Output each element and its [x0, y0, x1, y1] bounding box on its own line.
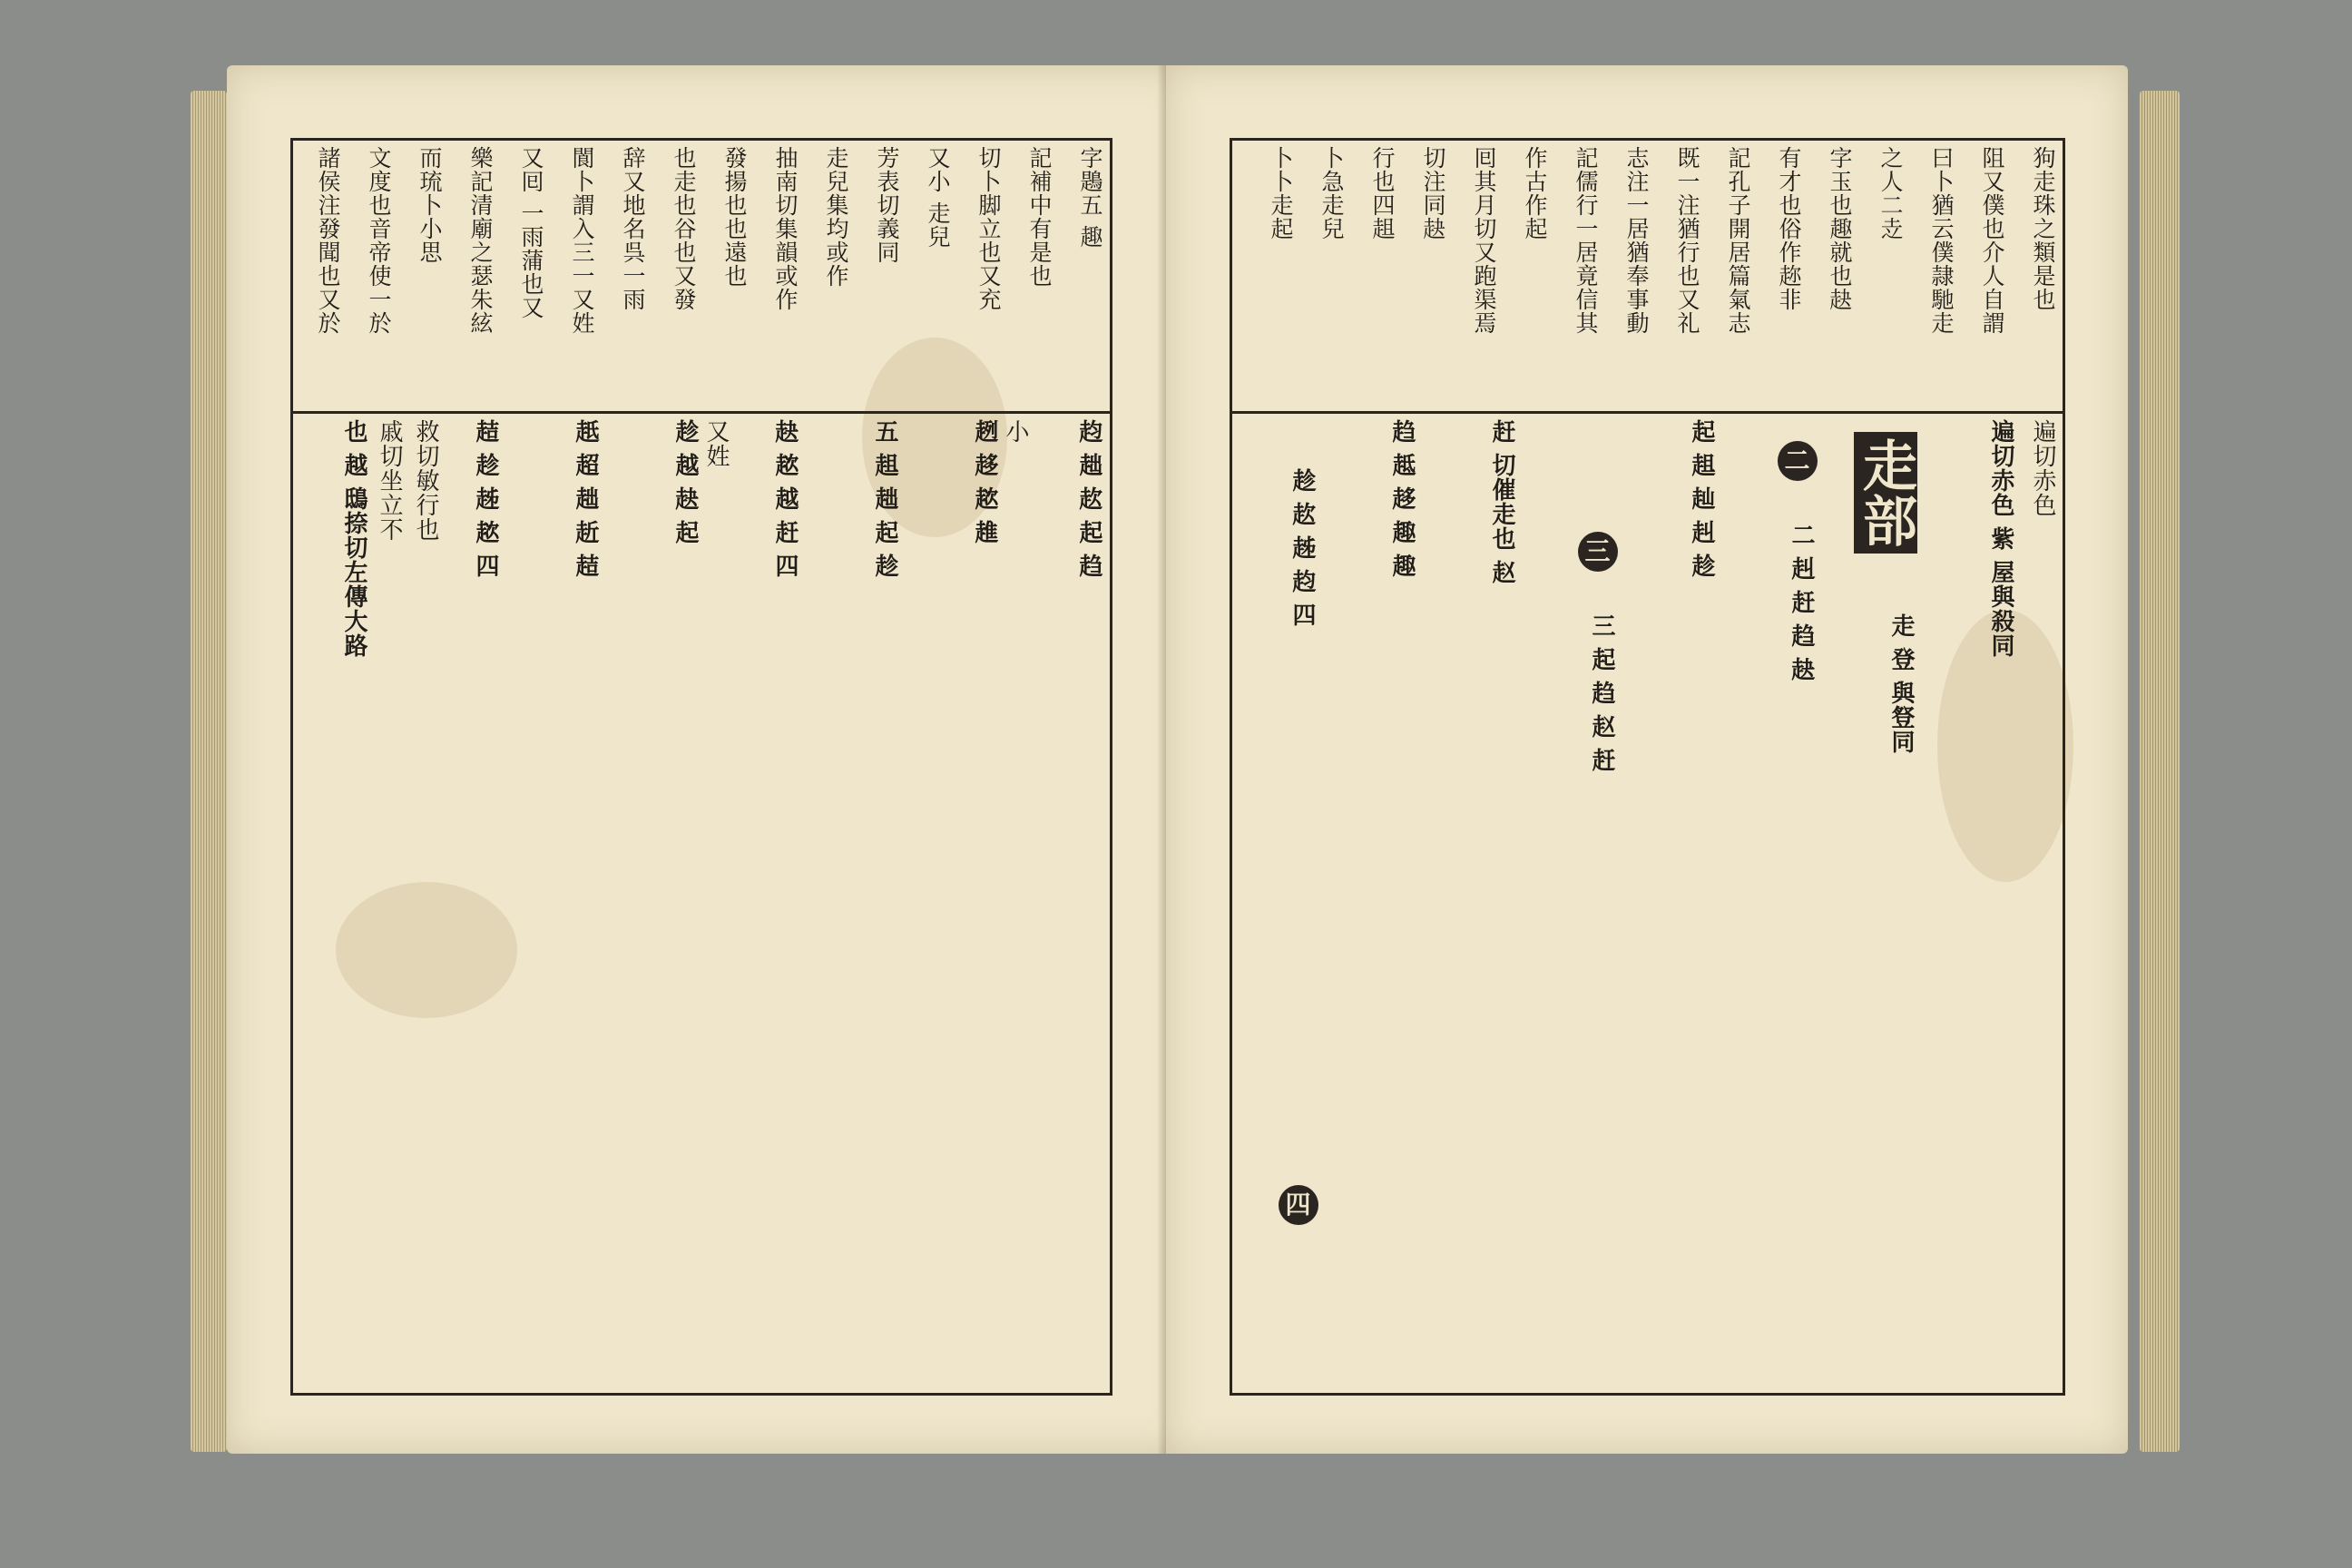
text-column: 諸侯注發聞也又於	[315, 146, 341, 335]
gloss-column: 救切敏行也	[412, 419, 439, 542]
text-column: 記補中有是也	[1026, 146, 1053, 288]
text-column: 既一注猶行也又礼	[1674, 146, 1700, 335]
gloss-column: 又姓	[702, 419, 730, 468]
text-column: 卜卜走起	[1268, 146, 1294, 240]
text-column: 行也四趄	[1369, 146, 1396, 240]
headword-column: 二 赳 赶 趋 赽	[1788, 523, 1815, 682]
section-number-badge: 二	[1778, 441, 1818, 481]
text-column: 切注同赽	[1420, 146, 1446, 240]
open-book	[209, 65, 2160, 1481]
text-column: 又囘 一雨蒲也又	[518, 146, 544, 319]
text-column: 阻又僕也介人自謂	[1979, 146, 2005, 335]
text-column: 也走也谷也又發	[671, 146, 697, 311]
text-column: 切卜脚立也又充	[975, 146, 1002, 311]
right-lower-register	[1232, 414, 2063, 1393]
headword-column: 趔 趍 趑 趡	[971, 419, 998, 545]
text-column: 閬卜謂入三一又姓	[569, 146, 595, 335]
headword-column: 赹 趉 赼 起 趋	[1075, 419, 1102, 579]
text-column: 志注一居猶奉事動	[1623, 146, 1650, 335]
right-upper-register	[1232, 141, 2063, 414]
headword-column: 赿 超 趉 赾 趌	[572, 419, 599, 579]
text-column: 發揚也也遠也	[721, 146, 748, 288]
right-page-frame	[1230, 138, 2065, 1396]
text-column: 抽南切集韻或作	[772, 146, 799, 311]
text-column: 字玉也趣就也赽	[1827, 146, 1853, 311]
headword-column: 也 越 鴟捺切左傳大路	[340, 419, 368, 659]
text-column: 卜急走兒	[1318, 146, 1345, 240]
page-edges-right	[2140, 91, 2180, 1452]
headword-column: 起 趄 赸 赳 趁	[1688, 419, 1715, 579]
headword-column: 五 趄 趉 起 趁	[871, 419, 898, 579]
gloss-column: 小	[1002, 419, 1029, 444]
left-page	[227, 65, 1189, 1454]
text-column: 記儒行一居竟信其	[1573, 146, 1599, 335]
text-column: 走兒集均或作	[823, 146, 849, 288]
text-column: 芳表切義同	[874, 146, 900, 264]
headword-column: 趁 越 赽 起	[671, 419, 699, 545]
headword-column: 遍切赤色 紫 屋與殺同	[1987, 419, 2014, 659]
text-column: 曰卜猶云僕隷馳走	[1928, 146, 1955, 335]
headword-column: 趋 趆 趍 趣 趣	[1388, 419, 1416, 579]
text-column: 文度也音帝使一於	[366, 146, 392, 335]
right-page	[1166, 65, 2128, 1454]
headword-column: 趌 趁 趀 趑 四	[472, 419, 499, 579]
section-heading: 走部	[1854, 432, 1917, 554]
text-column: 作古作起	[1522, 146, 1548, 240]
text-column: 辞又地名呉一雨	[620, 146, 646, 311]
text-column: 樂記清廟之瑟朱絃	[467, 146, 494, 335]
text-column: 又小 走兒	[925, 146, 951, 249]
left-lower-register	[293, 414, 1110, 1393]
headword-column: 赶 切催走也 赵	[1488, 419, 1515, 585]
gloss-column: 遍切赤色	[2029, 419, 2056, 517]
headword-column: 走 登 與豋同	[1887, 613, 1915, 755]
headword-column: 三 起 趋 赵 赶	[1588, 613, 1615, 773]
left-page-frame	[290, 138, 1112, 1396]
text-column: 而琉卜小思	[416, 146, 443, 264]
text-column: 字鶗五 趣	[1077, 146, 1103, 249]
text-column: 之人二赱	[1877, 146, 1904, 240]
text-column: 囘其月切又跑渠焉	[1471, 146, 1497, 335]
left-upper-register	[293, 141, 1110, 414]
text-column: 記孔子開居篇氣志	[1725, 146, 1751, 335]
section-number-badge: 四	[1279, 1185, 1318, 1225]
text-column: 有才也俗作趂非	[1776, 146, 1802, 311]
section-number-column	[1279, 1185, 1318, 1387]
headword-column: 趁 赼 趀 赹 四	[1289, 468, 1316, 628]
gloss-column: 戚切坐立不	[376, 419, 403, 542]
page-edges-left	[191, 91, 227, 1452]
headword-column: 赽 趑 越 赶 四	[771, 419, 799, 579]
section-number-badge: 三	[1578, 532, 1618, 572]
text-column: 狗走珠之類是也	[2030, 146, 2056, 311]
